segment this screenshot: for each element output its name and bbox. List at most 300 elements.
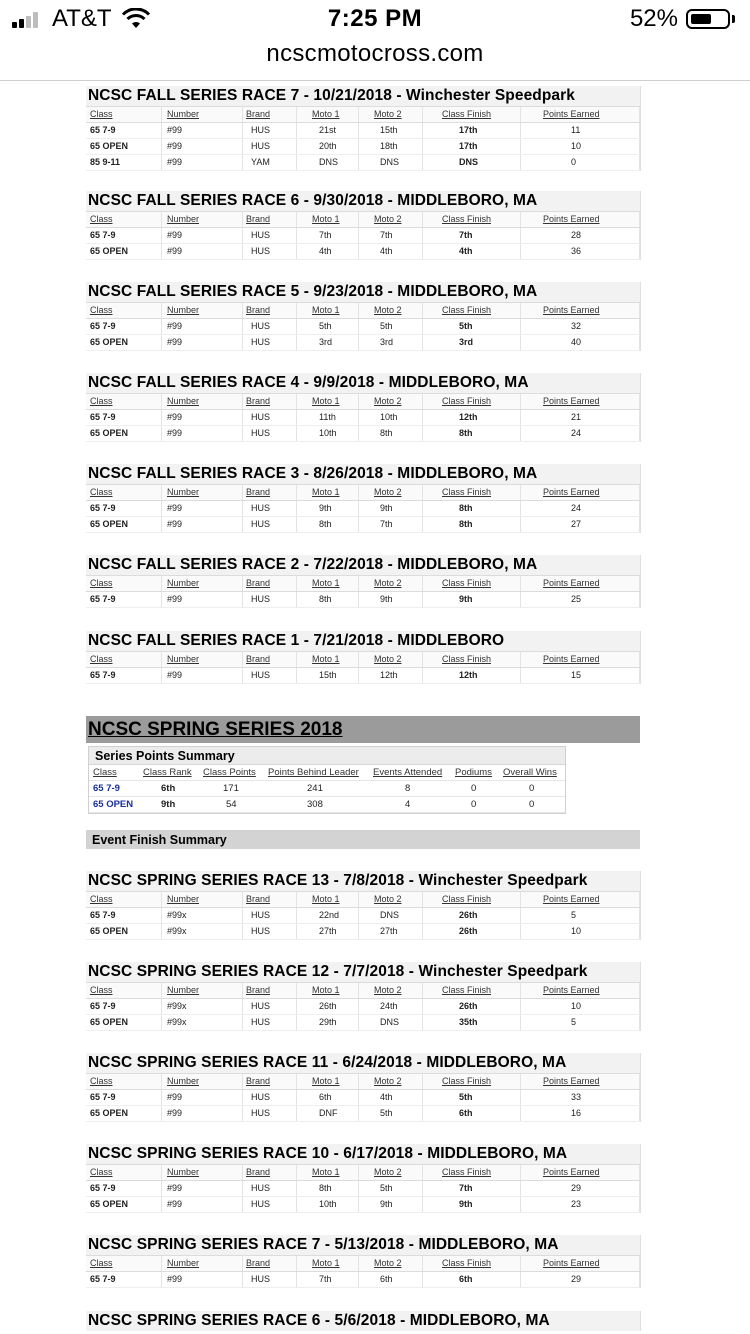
cell-moto1: 20th — [319, 141, 337, 151]
summary-rank: 6th — [161, 783, 176, 794]
status-bar — [0, 0, 750, 40]
column-header-class[interactable]: Class — [90, 1167, 113, 1177]
column-header-brand[interactable]: Brand — [246, 985, 271, 995]
column-header-number[interactable]: Number — [167, 1076, 200, 1086]
column-header-moto1[interactable]: Moto 1 — [312, 487, 340, 497]
column-header-finish[interactable]: Class Finish — [442, 578, 492, 588]
cell-moto1: 29th — [319, 1017, 337, 1027]
cell-moto2: 4th — [380, 246, 393, 256]
cell-moto1: DNF — [319, 1108, 338, 1118]
cell-points: 10 — [571, 141, 582, 151]
table-row — [86, 999, 640, 1015]
column-header-brand[interactable]: Brand — [246, 396, 271, 406]
column-header-number[interactable]: Number — [167, 214, 200, 224]
cell-finish: 12th — [459, 670, 478, 680]
summary-behind: 241 — [307, 783, 323, 794]
cell-class: 65 OPEN — [90, 926, 129, 936]
cell-number: #99 — [167, 246, 183, 256]
cell-points: 36 — [571, 246, 582, 256]
table-header-row — [86, 106, 640, 123]
summary-row — [89, 797, 565, 813]
cell-points: 29 — [571, 1183, 582, 1193]
cell-moto2: 5th — [380, 1108, 393, 1118]
summary-header-points[interactable]: Class Points — [203, 767, 256, 778]
cell-moto2: 3rd — [380, 337, 394, 347]
column-header-finish[interactable]: Class Finish — [442, 214, 492, 224]
cell-brand: HUS — [251, 1274, 271, 1284]
column-header-class[interactable]: Class — [90, 214, 113, 224]
cell-finish: 4th — [459, 246, 473, 256]
cell-brand: HUS — [251, 246, 271, 256]
cell-moto1: 5th — [319, 321, 332, 331]
summary-podiums: 0 — [471, 799, 477, 810]
column-header-moto2[interactable]: Moto 2 — [374, 654, 402, 664]
table-row — [86, 1106, 640, 1122]
column-header-points[interactable]: Points Earned — [543, 487, 600, 497]
table-row — [86, 517, 640, 533]
cell-moto1: 8th — [319, 1183, 332, 1193]
race-title: NCSC FALL SERIES RACE 1 - 7/21/2018 - MIDDLEBORO — [86, 631, 640, 651]
cell-points: 16 — [571, 1108, 582, 1118]
cell-finish: 3rd — [459, 337, 474, 347]
cell-finish: 9th — [459, 1199, 473, 1209]
cell-number: #99 — [167, 321, 183, 331]
column-header-number[interactable]: Number — [167, 654, 200, 664]
column-header-number[interactable]: Number — [167, 1167, 200, 1177]
cell-points: 5 — [571, 1017, 577, 1027]
summary-header-podiums[interactable]: Podiums — [455, 767, 492, 778]
cell-moto1: 10th — [319, 1199, 337, 1209]
column-header-finish[interactable]: Class Finish — [442, 1076, 492, 1086]
summary-row — [89, 781, 565, 797]
cell-class: 65 OPEN — [90, 141, 129, 151]
cell-brand: HUS — [251, 337, 271, 347]
column-header-moto1[interactable]: Moto 1 — [312, 396, 340, 406]
cell-points: 33 — [571, 1092, 582, 1102]
event-finish-summary-label: Event Finish Summary — [92, 833, 227, 847]
column-header-points[interactable]: Points Earned — [543, 214, 600, 224]
cell-points: 21 — [571, 412, 582, 422]
cell-moto1: 27th — [319, 926, 337, 936]
column-header-moto2[interactable]: Moto 2 — [374, 1258, 402, 1268]
race-title: NCSC FALL SERIES RACE 7 - 10/21/2018 - Winchester Speedpark — [86, 86, 640, 106]
cell-number: #99 — [167, 670, 183, 680]
column-header-class[interactable]: Class — [90, 985, 113, 995]
column-header-moto1[interactable]: Moto 1 — [312, 578, 340, 588]
column-header-number[interactable]: Number — [167, 396, 200, 406]
column-header-number[interactable]: Number — [167, 109, 200, 119]
cell-finish: 12th — [459, 412, 478, 422]
column-header-points[interactable]: Points Earned — [543, 305, 600, 315]
cell-finish: 8th — [459, 428, 473, 438]
cell-moto1: 6th — [319, 1092, 332, 1102]
series-heading-text: NCSC SPRING SERIES 2018 — [88, 719, 343, 740]
column-header-points[interactable]: Points Earned — [543, 1258, 600, 1268]
race-title: NCSC SPRING SERIES RACE 12 - 7/7/2018 - Winchester Speedpark — [86, 962, 640, 982]
column-header-points[interactable]: Points Earned — [543, 1076, 600, 1086]
race-results-table — [86, 1311, 641, 1331]
summary-header-events[interactable]: Events Attended — [373, 767, 443, 778]
cell-class: 65 OPEN — [90, 246, 129, 256]
column-header-moto2[interactable]: Moto 2 — [374, 214, 402, 224]
race-results-table — [86, 282, 641, 351]
cell-finish: 7th — [459, 230, 473, 240]
table-header-row — [86, 1073, 640, 1090]
table-row — [86, 139, 640, 155]
cell-number: #99 — [167, 428, 183, 438]
column-header-class[interactable]: Class — [90, 578, 113, 588]
address-bar[interactable] — [0, 40, 750, 81]
column-header-finish[interactable]: Class Finish — [442, 1167, 492, 1177]
column-header-class[interactable]: Class — [90, 1076, 113, 1086]
cell-brand: HUS — [251, 125, 271, 135]
column-header-moto1[interactable]: Moto 1 — [312, 1258, 340, 1268]
series-points-summary — [88, 746, 566, 814]
summary-points: 54 — [226, 799, 237, 810]
summary-podiums: 0 — [471, 783, 477, 794]
cell-number: #99x — [167, 1017, 187, 1027]
cell-class: 65 7-9 — [90, 910, 116, 920]
cell-moto2: 7th — [380, 230, 393, 240]
column-header-number[interactable]: Number — [167, 578, 200, 588]
column-header-class[interactable]: Class — [90, 1258, 113, 1268]
cell-moto1: 3rd — [319, 337, 333, 347]
cell-number: #99 — [167, 1274, 183, 1284]
cell-class: 65 7-9 — [90, 1274, 116, 1284]
column-header-finish[interactable]: Class Finish — [442, 654, 492, 664]
column-header-moto1[interactable]: Moto 1 — [312, 654, 340, 664]
series-heading — [86, 716, 640, 743]
race-results-table — [86, 555, 641, 608]
cell-moto2: 6th — [380, 1274, 393, 1284]
cell-class: 65 OPEN — [90, 337, 129, 347]
column-header-number[interactable]: Number — [167, 985, 200, 995]
column-header-finish[interactable]: Class Finish — [442, 305, 492, 315]
column-header-brand[interactable]: Brand — [246, 894, 271, 904]
cell-finish: 8th — [459, 519, 473, 529]
column-header-brand[interactable]: Brand — [246, 109, 271, 119]
column-header-moto2[interactable]: Moto 2 — [374, 985, 402, 995]
table-row — [86, 924, 640, 940]
column-header-finish[interactable]: Class Finish — [442, 1258, 492, 1268]
cell-class: 65 7-9 — [90, 670, 116, 680]
race-title: NCSC SPRING SERIES RACE 6 - 5/6/2018 - MIDDLEBORO, MA — [86, 1311, 640, 1331]
race-title: NCSC FALL SERIES RACE 6 - 9/30/2018 - MIDDLEBORO, MA — [86, 191, 640, 211]
summary-events: 8 — [405, 783, 411, 794]
race-title: NCSC SPRING SERIES RACE 7 - 5/13/2018 - MIDDLEBORO, MA — [86, 1235, 640, 1255]
race-results-table — [86, 962, 641, 1031]
cell-class: 65 7-9 — [90, 1001, 116, 1011]
race-results-table — [86, 464, 641, 533]
cell-finish: 6th — [459, 1108, 473, 1118]
column-header-moto2[interactable]: Moto 2 — [374, 894, 402, 904]
column-header-brand[interactable]: Brand — [246, 214, 271, 224]
column-header-class[interactable]: Class — [90, 654, 113, 664]
cell-finish: 17th — [459, 141, 478, 151]
table-row — [86, 908, 640, 924]
table-row — [86, 1015, 640, 1031]
column-header-brand[interactable]: Brand — [246, 305, 271, 315]
cell-moto1: 22nd — [319, 910, 340, 920]
cell-finish: 7th — [459, 1183, 473, 1193]
cell-finish: 17th — [459, 125, 478, 135]
race-results-table — [86, 1235, 641, 1288]
table-header-row — [86, 891, 640, 908]
cell-class: 65 7-9 — [90, 594, 116, 604]
column-header-brand[interactable]: Brand — [246, 487, 271, 497]
cell-brand: HUS — [251, 412, 271, 422]
column-header-moto2[interactable]: Moto 2 — [374, 487, 402, 497]
table-header-row — [86, 651, 640, 668]
column-header-points[interactable]: Points Earned — [543, 1167, 600, 1177]
cell-number: #99 — [167, 230, 183, 240]
column-header-number[interactable]: Number — [167, 487, 200, 497]
cell-moto2: 5th — [380, 1183, 393, 1193]
column-header-moto2[interactable]: Moto 2 — [374, 396, 402, 406]
summary-wins: 0 — [529, 799, 535, 810]
column-header-points[interactable]: Points Earned — [543, 654, 600, 664]
cell-number: #99 — [167, 519, 183, 529]
battery-percent: 52% — [629, 5, 678, 32]
column-header-finish[interactable]: Class Finish — [442, 109, 492, 119]
race-title: NCSC FALL SERIES RACE 5 - 9/23/2018 - MIDDLEBORO, MA — [86, 282, 640, 302]
cell-class: 65 OPEN — [90, 1017, 129, 1027]
cell-points: 28 — [571, 230, 582, 240]
column-header-finish[interactable]: Class Finish — [442, 894, 492, 904]
race-title: NCSC FALL SERIES RACE 4 - 9/9/2018 - MIDDLEBORO, MA — [86, 373, 640, 393]
cell-number: #99 — [167, 503, 183, 513]
column-header-brand[interactable]: Brand — [246, 578, 271, 588]
column-header-number[interactable]: Number — [167, 1258, 200, 1268]
cell-number: #99 — [167, 141, 183, 151]
cell-class: 65 OPEN — [90, 1108, 129, 1118]
table-header-row — [86, 302, 640, 319]
race-results-table — [86, 1053, 641, 1122]
cell-finish: DNS — [459, 157, 479, 167]
column-header-finish[interactable]: Class Finish — [442, 396, 492, 406]
summary-class: 65 OPEN — [93, 799, 134, 810]
cell-moto2: DNS — [380, 157, 400, 167]
table-header-row — [86, 982, 640, 999]
summary-header-behind[interactable]: Points Behind Leader — [268, 767, 359, 778]
summary-header-wins[interactable]: Overall Wins — [503, 767, 557, 778]
column-header-points[interactable]: Points Earned — [543, 109, 600, 119]
cell-brand: YAM — [251, 157, 270, 167]
summary-events: 4 — [405, 799, 411, 810]
cell-moto1: 8th — [319, 594, 332, 604]
cell-finish: 35th — [459, 1017, 478, 1027]
cell-class: 65 7-9 — [90, 503, 116, 513]
cell-class: 65 7-9 — [90, 1092, 116, 1102]
column-header-brand[interactable]: Brand — [246, 1258, 271, 1268]
table-row — [86, 319, 640, 335]
cell-finish: 26th — [459, 926, 478, 936]
table-header-row — [86, 484, 640, 501]
cell-moto2: 24th — [380, 1001, 398, 1011]
cell-moto1: 15th — [319, 670, 337, 680]
table-row — [86, 1272, 640, 1288]
cell-number: #99x — [167, 910, 187, 920]
summary-class: 65 7-9 — [93, 783, 120, 794]
column-header-brand[interactable]: Brand — [246, 654, 271, 664]
column-header-points[interactable]: Points Earned — [543, 396, 600, 406]
summary-header-row — [89, 764, 565, 781]
cell-moto2: 27th — [380, 926, 398, 936]
race-results-table — [86, 86, 641, 171]
cell-moto1: 7th — [319, 1274, 332, 1284]
column-header-number[interactable]: Number — [167, 894, 200, 904]
column-header-moto1[interactable]: Moto 1 — [312, 1167, 340, 1177]
column-header-points[interactable]: Points Earned — [543, 985, 600, 995]
summary-header-rank[interactable]: Class Rank — [143, 767, 192, 778]
cell-brand: HUS — [251, 321, 271, 331]
table-row — [86, 668, 640, 684]
table-header-row — [86, 575, 640, 592]
cell-brand: HUS — [251, 230, 271, 240]
cell-number: #99x — [167, 926, 187, 936]
race-title: NCSC FALL SERIES RACE 3 - 8/26/2018 - MIDDLEBORO, MA — [86, 464, 640, 484]
race-title: NCSC SPRING SERIES RACE 11 - 6/24/2018 - MIDDLEBORO, MA — [86, 1053, 640, 1073]
table-row — [86, 244, 640, 260]
table-header-row — [86, 1164, 640, 1181]
table-row — [86, 501, 640, 517]
cell-moto2: 9th — [380, 503, 393, 513]
cell-moto1: DNS — [319, 157, 339, 167]
table-row — [86, 1197, 640, 1213]
column-header-moto1[interactable]: Moto 1 — [312, 1076, 340, 1086]
table-row — [86, 228, 640, 244]
cell-brand: HUS — [251, 1108, 271, 1118]
table-row — [86, 410, 640, 426]
cell-number: #99 — [167, 1183, 183, 1193]
cell-brand: HUS — [251, 1001, 271, 1011]
race-results-table — [86, 1144, 641, 1213]
cell-brand: HUS — [251, 1183, 271, 1193]
column-header-brand[interactable]: Brand — [246, 1076, 271, 1086]
column-header-moto2[interactable]: Moto 2 — [374, 1167, 402, 1177]
cell-points: 24 — [571, 503, 582, 513]
column-header-class[interactable]: Class — [90, 109, 113, 119]
cell-moto2: 9th — [380, 1199, 393, 1209]
column-header-moto1[interactable]: Moto 1 — [312, 985, 340, 995]
column-header-moto1[interactable]: Moto 1 — [312, 894, 340, 904]
cell-points: 27 — [571, 519, 582, 529]
column-header-number[interactable]: Number — [167, 305, 200, 315]
table-row — [86, 335, 640, 351]
cell-brand: HUS — [251, 1199, 271, 1209]
cell-moto1: 21st — [319, 125, 337, 135]
cell-number: #99 — [167, 1092, 183, 1102]
cell-number: #99 — [167, 337, 183, 347]
cell-number: #99 — [167, 157, 183, 167]
cell-brand: HUS — [251, 910, 271, 920]
summary-header-class[interactable]: Class — [93, 767, 117, 778]
column-header-moto2[interactable]: Moto 2 — [374, 305, 402, 315]
cell-finish: 5th — [459, 321, 473, 331]
cell-class: 65 OPEN — [90, 1199, 129, 1209]
column-header-moto2[interactable]: Moto 2 — [374, 578, 402, 588]
cell-moto2: DNS — [380, 1017, 400, 1027]
summary-wins: 0 — [529, 783, 535, 794]
cell-class: 65 7-9 — [90, 1183, 116, 1193]
cell-points: 25 — [571, 594, 582, 604]
cell-brand: HUS — [251, 926, 271, 936]
cell-moto2: 7th — [380, 519, 393, 529]
cell-brand: HUS — [251, 503, 271, 513]
cell-moto2: 18th — [380, 141, 398, 151]
cell-finish: 5th — [459, 1092, 473, 1102]
column-header-finish[interactable]: Class Finish — [442, 487, 492, 497]
cell-moto2: 9th — [380, 594, 393, 604]
column-header-brand[interactable]: Brand — [246, 1167, 271, 1177]
table-row — [86, 1090, 640, 1106]
column-header-class[interactable]: Class — [90, 396, 113, 406]
carrier-label: AT&T — [52, 5, 112, 32]
table-header-row — [86, 1255, 640, 1272]
cell-class: 65 7-9 — [90, 125, 116, 135]
cell-moto1: 26th — [319, 1001, 337, 1011]
column-header-points[interactable]: Points Earned — [543, 578, 600, 588]
cell-brand: HUS — [251, 594, 271, 604]
cell-moto1: 9th — [319, 503, 332, 513]
cell-moto1: 11th — [319, 412, 336, 422]
cell-points: 0 — [571, 157, 577, 167]
cell-moto2: 8th — [380, 428, 393, 438]
cell-brand: HUS — [251, 1017, 271, 1027]
cell-brand: HUS — [251, 670, 271, 680]
cell-class: 65 7-9 — [90, 230, 116, 240]
cell-number: #99 — [167, 1199, 183, 1209]
battery-tip — [732, 15, 735, 23]
cell-class: 65 7-9 — [90, 321, 116, 331]
column-header-moto1[interactable]: Moto 1 — [312, 305, 340, 315]
cell-class: 65 OPEN — [90, 428, 129, 438]
table-row — [86, 592, 640, 608]
cell-moto2: 10th — [380, 412, 398, 422]
cell-finish: 9th — [459, 594, 473, 604]
column-header-points[interactable]: Points Earned — [543, 894, 600, 904]
column-header-moto1[interactable]: Moto 1 — [312, 214, 340, 224]
column-header-class[interactable]: Class — [90, 487, 113, 497]
column-header-moto2[interactable]: Moto 2 — [374, 1076, 402, 1086]
summary-title: Series Points Summary — [89, 747, 565, 764]
summary-behind: 308 — [307, 799, 323, 810]
cell-points: 29 — [571, 1274, 582, 1284]
url-text[interactable]: ncscmotocross.com — [266, 40, 484, 67]
cell-finish: 6th — [459, 1274, 473, 1284]
column-header-moto1[interactable]: Moto 1 — [312, 109, 340, 119]
cell-points: 40 — [571, 337, 582, 347]
cell-brand: HUS — [251, 1092, 271, 1102]
table-row — [86, 1181, 640, 1197]
column-header-class[interactable]: Class — [90, 305, 113, 315]
cell-number: #99x — [167, 1001, 187, 1011]
column-header-finish[interactable]: Class Finish — [442, 985, 492, 995]
page-content — [0, 80, 750, 1334]
cell-points: 23 — [571, 1199, 582, 1209]
cell-moto2: DNS — [380, 910, 400, 920]
race-results-table — [86, 373, 641, 442]
battery-icon — [686, 9, 730, 29]
column-header-class[interactable]: Class — [90, 894, 113, 904]
race-title: NCSC SPRING SERIES RACE 13 - 7/8/2018 - Winchester Speedpark — [86, 871, 640, 891]
cell-points: 11 — [571, 125, 581, 135]
cell-points: 5 — [571, 910, 577, 920]
cell-brand: HUS — [251, 428, 271, 438]
cell-points: 10 — [571, 926, 582, 936]
column-header-moto2[interactable]: Moto 2 — [374, 109, 402, 119]
cell-moto1: 7th — [319, 230, 332, 240]
